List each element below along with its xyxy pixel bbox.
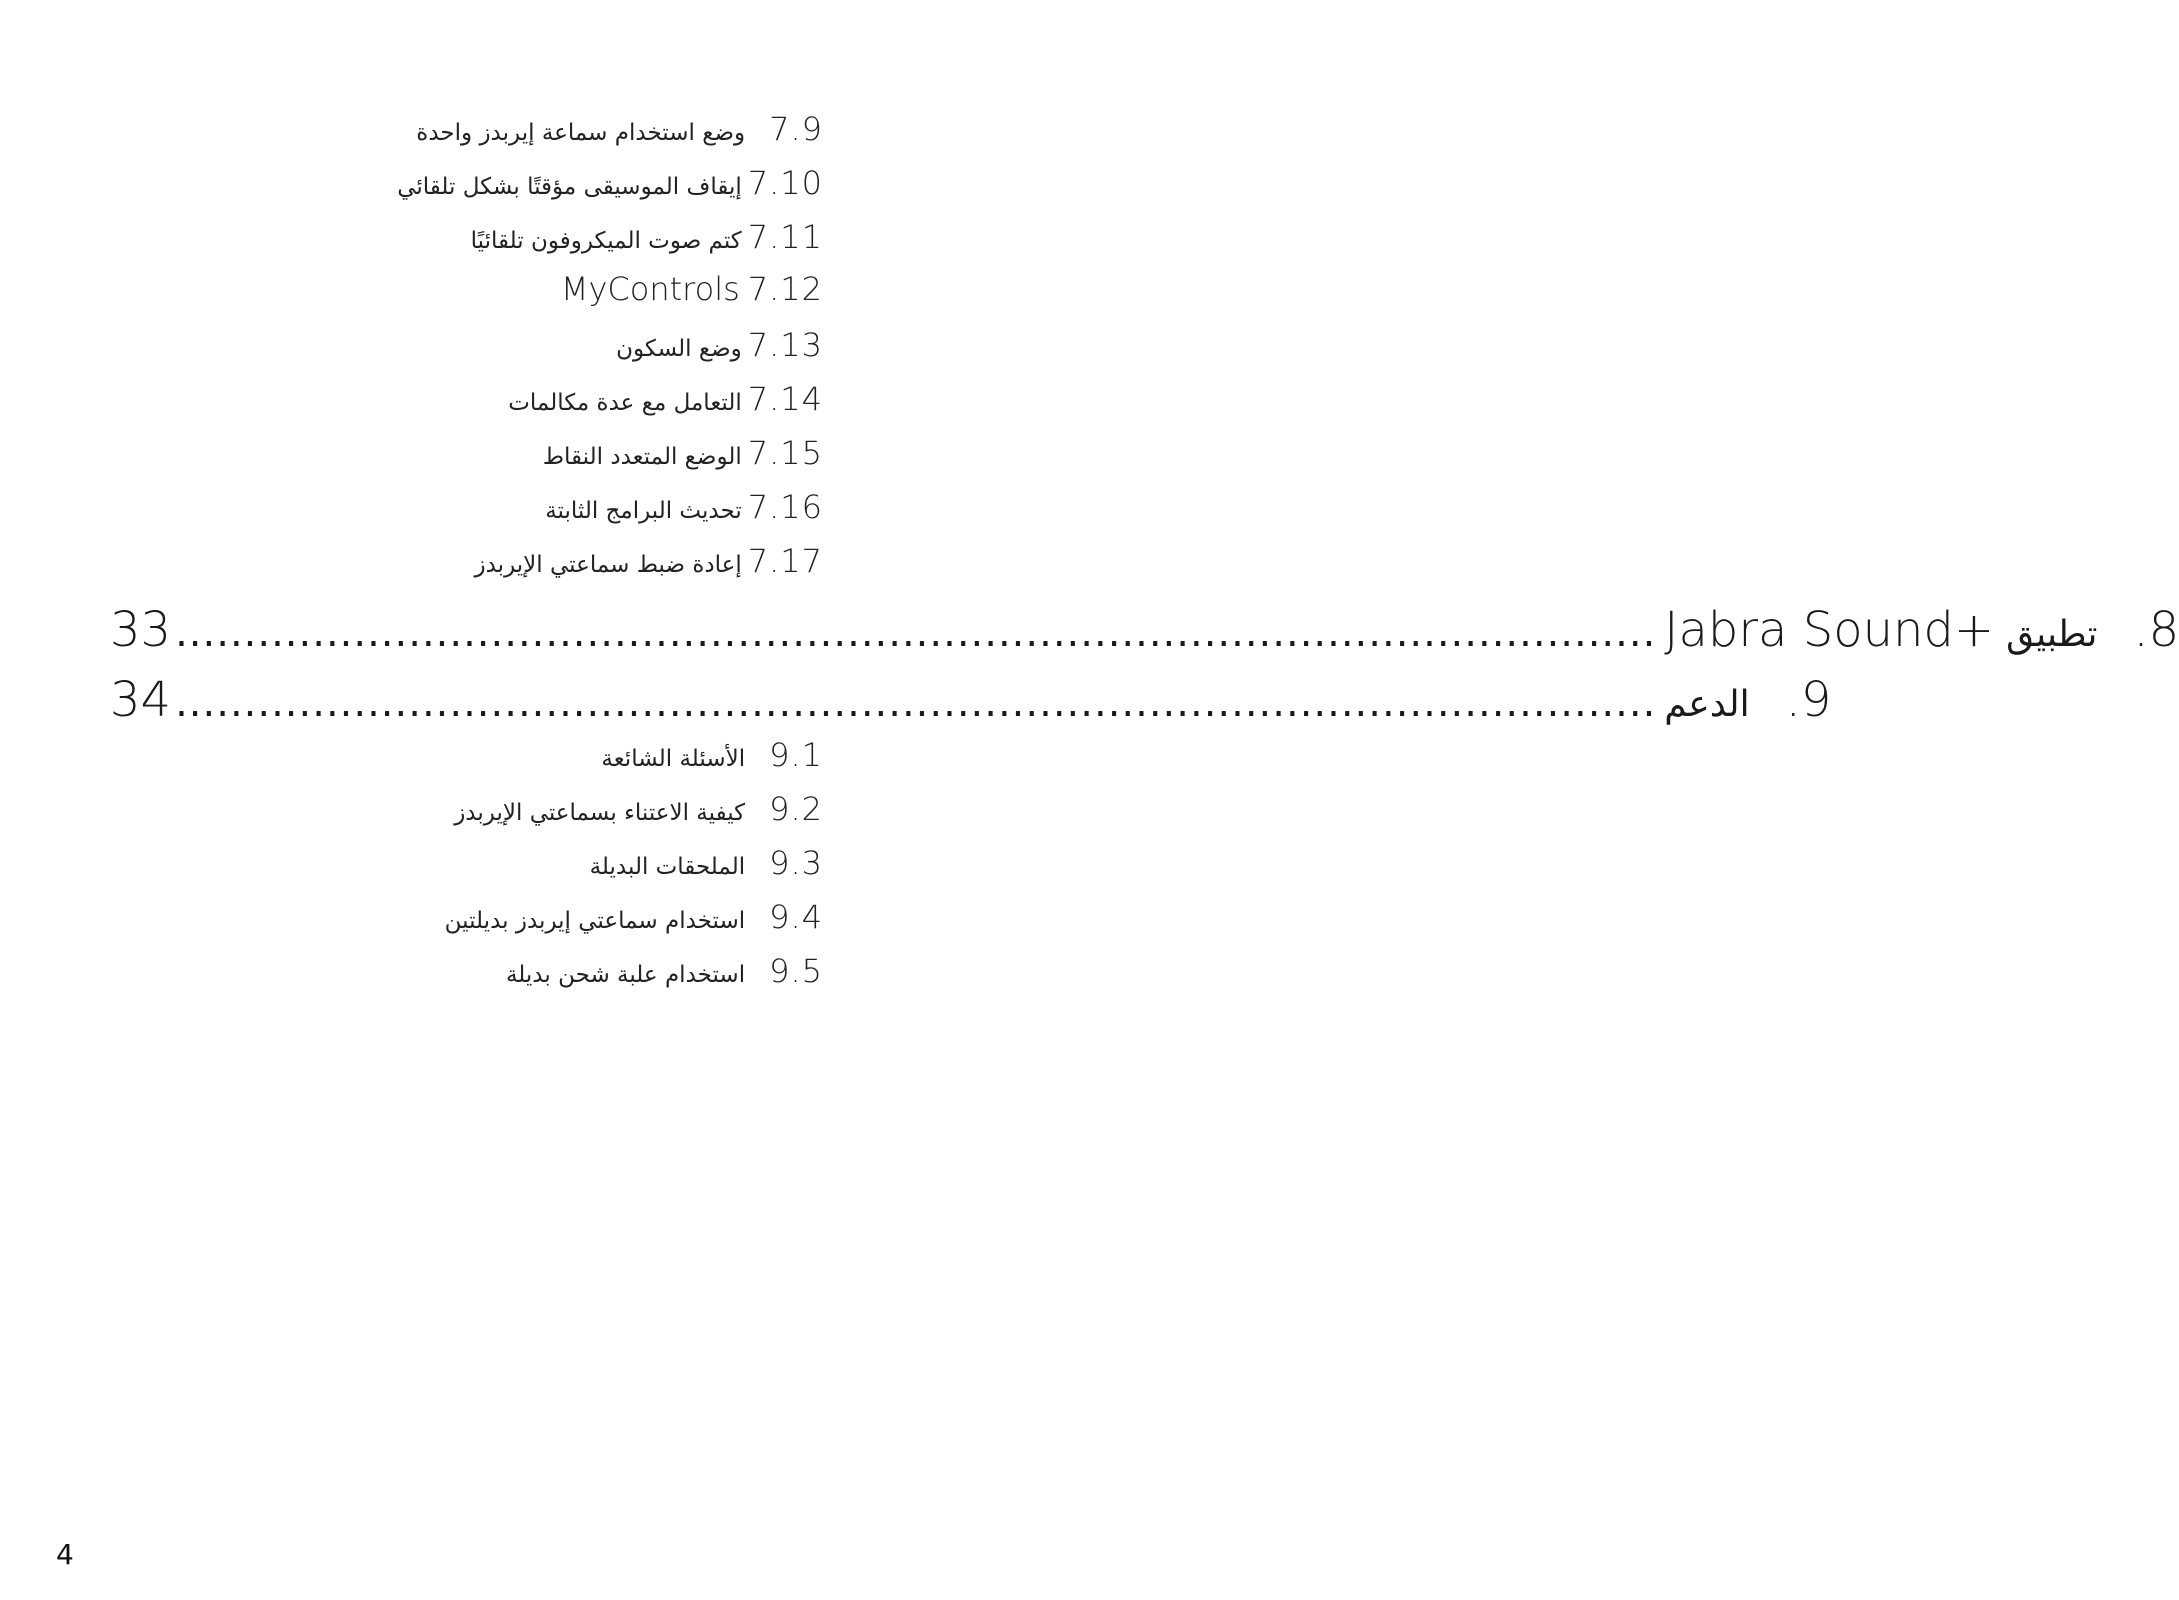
- toc-entry-7-11[interactable]: [471, 218, 823, 256]
- page-number: 4: [56, 1538, 74, 1571]
- toc-entry-7-9[interactable]: [416, 110, 823, 148]
- toc-section-8[interactable]: [110, 602, 2179, 658]
- toc-entry-9-1[interactable]: [601, 736, 823, 774]
- toc-section-number: .9: [1785, 672, 1832, 728]
- toc-entry-number: 9.3: [769, 844, 823, 882]
- toc-entry-title: إعادة ضبط سماعتي الإيربدز: [474, 552, 742, 578]
- dot-leader: ............................................................................................................: [175, 680, 1657, 726]
- toc-entry-7-16[interactable]: [545, 488, 823, 526]
- toc-entry-number: 7.14: [747, 380, 823, 418]
- toc-entry-title: إيقاف الموسيقى مؤقتًا بشكل تلقائي: [397, 174, 742, 200]
- toc-entry-title: التعامل مع عدة مكالمات: [508, 390, 742, 416]
- toc-section-title-latin: Jabra Sound+: [1664, 602, 1995, 658]
- toc-entry-number: 7.17: [747, 542, 823, 580]
- toc-entry-number: 7.16: [747, 488, 823, 526]
- toc-entry-title: استخدام سماعتي إيربدز بديلتين: [444, 908, 746, 934]
- toc-entry-7-15[interactable]: [543, 434, 823, 472]
- toc-entry-9-3[interactable]: [590, 844, 823, 882]
- toc-entry-number: 9.4: [769, 898, 823, 936]
- toc-entry-title: الوضع المتعدد النقاط: [542, 444, 742, 470]
- toc-entry-7-13[interactable]: [616, 326, 823, 364]
- toc-entry-7-12[interactable]: [561, 270, 823, 308]
- toc-entry-number: 7.9: [769, 110, 823, 148]
- toc-section-number: .8: [2133, 602, 2179, 658]
- toc-section-9[interactable]: [110, 672, 1832, 728]
- toc-entry-number: 9.1: [769, 736, 823, 774]
- toc-entry-title: وضع استخدام سماعة إيربدز واحدة: [416, 120, 746, 146]
- toc-entry-title: كيفية الاعتناء بسماعتي الإيربدز: [454, 800, 746, 826]
- toc-entry-title: MyControls: [560, 270, 740, 308]
- toc-section-title-arabic: الدعم: [1664, 684, 1750, 725]
- dot-leader: ............................................................................................................: [175, 610, 1657, 656]
- toc-entry-title: تحديث البرامج الثابتة: [545, 498, 742, 524]
- toc-entry-9-2[interactable]: [454, 790, 823, 828]
- toc-entry-number: 7.12: [747, 270, 823, 308]
- toc-entry-number: 9.5: [769, 952, 823, 990]
- toc-entry-9-5[interactable]: [506, 952, 823, 990]
- toc-section-page: 34: [110, 672, 172, 728]
- toc-entry-title: كتم صوت الميكروفون تلقائيًا: [470, 228, 742, 254]
- toc-entry-number: 7.10: [747, 164, 823, 202]
- toc-entry-title: وضع السكون: [616, 336, 742, 362]
- toc-entry-number: 7.13: [747, 326, 823, 364]
- toc-entry-number: 7.15: [747, 434, 823, 472]
- toc-entry-9-4[interactable]: [445, 898, 823, 936]
- toc-section-page: 33: [110, 602, 172, 658]
- toc-entry-number: 7.11: [747, 218, 823, 256]
- toc-entry-7-10[interactable]: [397, 164, 823, 202]
- toc-entry-7-14[interactable]: [508, 380, 823, 418]
- toc-entry-number: 9.2: [769, 790, 823, 828]
- toc-section-title-arabic: تطبيق: [2006, 614, 2098, 655]
- toc-entry-7-17[interactable]: [475, 542, 824, 580]
- toc-entry-title: الأسئلة الشائعة: [601, 746, 746, 772]
- toc-entry-title: استخدام علبة شحن بديلة: [505, 962, 746, 988]
- toc-entry-title: الملحقات البديلة: [589, 854, 746, 880]
